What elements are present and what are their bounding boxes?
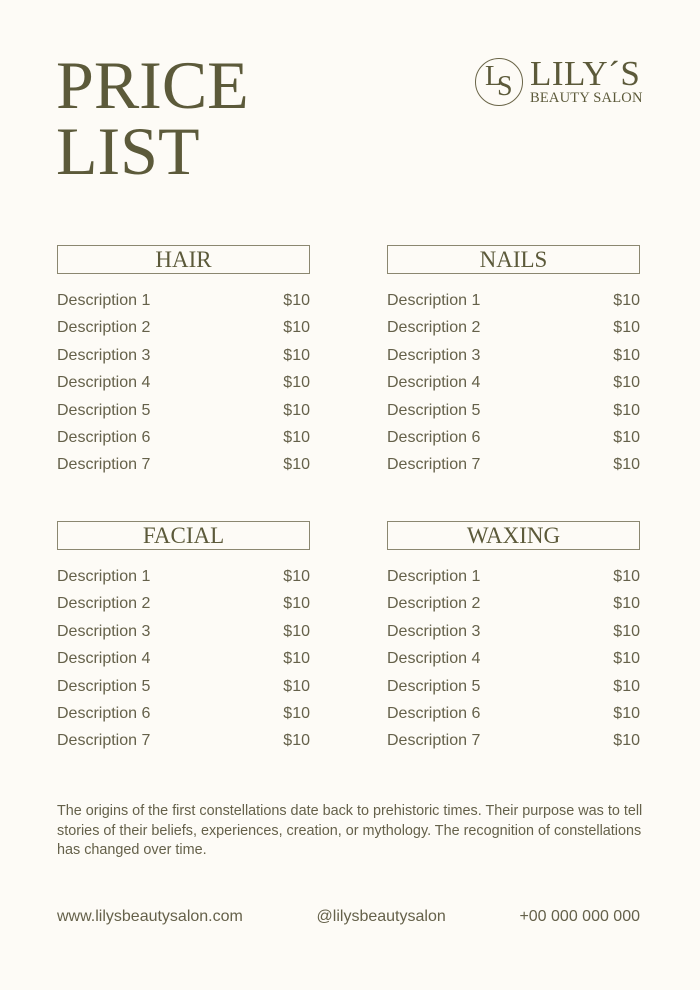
item-price: $10 <box>283 401 310 419</box>
price-row <box>387 369 640 396</box>
phone-number[interactable]: +00 000 000 000 <box>519 908 640 925</box>
price-row <box>57 645 310 672</box>
item-price: $10 <box>283 568 310 585</box>
item-price: $10 <box>613 677 640 695</box>
salon-subtitle: BEAUTY SALON <box>530 90 643 106</box>
logo-text <box>530 54 643 106</box>
title-line-2: LIST <box>56 113 200 189</box>
monogram-icon <box>475 58 523 106</box>
item-label: Description 4 <box>387 650 481 668</box>
price-row <box>57 424 310 451</box>
price-row <box>57 618 310 645</box>
item-price: $10 <box>283 456 310 474</box>
item-label: Description 1 <box>57 292 151 309</box>
item-price: $10 <box>613 319 640 337</box>
item-price: $10 <box>613 732 640 750</box>
item-price: $10 <box>613 374 640 392</box>
about-paragraph: The origins of the first constellations date back to prehistoric times. Their purpose was to tell stories of their beliefs, experiences, creation, or mythology. The recognition of constellations has changed over time. <box>57 803 643 858</box>
item-price: $10 <box>283 595 310 613</box>
item-price: $10 <box>283 374 310 392</box>
item-label: Description 6 <box>387 705 481 723</box>
price-list <box>57 563 310 755</box>
item-price: $10 <box>613 705 640 723</box>
item-price: $10 <box>283 677 310 695</box>
price-row <box>387 563 640 590</box>
price-row <box>387 645 640 672</box>
section-header: NAILS <box>387 245 640 274</box>
price-row <box>387 727 640 754</box>
monogram-letter-l: L <box>485 61 503 92</box>
item-label: Description 5 <box>387 401 481 419</box>
item-price: $10 <box>283 705 310 723</box>
item-label: Description 3 <box>387 346 481 364</box>
salon-logo <box>475 54 643 106</box>
price-row <box>387 342 640 369</box>
price-row <box>57 397 310 424</box>
item-label: Description 6 <box>57 429 151 447</box>
item-price: $10 <box>613 401 640 419</box>
item-label: Description 5 <box>57 401 151 419</box>
price-row <box>57 563 310 590</box>
price-row <box>57 727 310 754</box>
price-row <box>57 673 310 700</box>
price-row <box>57 342 310 369</box>
item-label: Description 1 <box>387 568 481 585</box>
price-row <box>57 451 310 478</box>
item-label: Description 2 <box>57 319 151 337</box>
item-label: Description 7 <box>387 732 481 750</box>
price-list <box>387 563 640 755</box>
section-hair <box>57 245 310 479</box>
item-price: $10 <box>283 622 310 640</box>
price-row <box>57 287 310 314</box>
section-header: FACIAL <box>57 521 310 550</box>
price-row <box>387 424 640 451</box>
item-label: Description 3 <box>387 622 481 640</box>
price-row <box>387 314 640 341</box>
monogram-letter-s: S <box>497 71 513 102</box>
price-row <box>57 700 310 727</box>
price-row <box>387 590 640 617</box>
title-line-1: PRICE <box>56 47 249 123</box>
section-header: HAIR <box>57 245 310 274</box>
item-price: $10 <box>613 346 640 364</box>
price-row <box>387 700 640 727</box>
item-price: $10 <box>613 429 640 447</box>
item-price: $10 <box>613 622 640 640</box>
section-nails <box>387 245 640 479</box>
website-link[interactable]: www.lilysbeautysalon.com <box>57 908 243 925</box>
section-waxing <box>387 521 640 755</box>
price-list <box>57 287 310 479</box>
item-price: $10 <box>283 429 310 447</box>
price-row <box>387 673 640 700</box>
item-label: Description 2 <box>57 595 151 613</box>
item-label: Description 6 <box>57 705 151 723</box>
item-price: $10 <box>613 292 640 309</box>
item-label: Description 2 <box>387 319 481 337</box>
price-row <box>57 590 310 617</box>
item-label: Description 1 <box>57 568 151 585</box>
item-label: Description 7 <box>57 456 151 474</box>
price-row <box>57 369 310 396</box>
item-label: Description 3 <box>57 346 151 364</box>
item-label: Description 1 <box>387 292 481 309</box>
social-handle[interactable]: @lilysbeautysalon <box>316 908 446 925</box>
contact-footer <box>57 906 640 928</box>
price-row <box>387 397 640 424</box>
item-label: Description 6 <box>387 429 481 447</box>
section-header: WAXING <box>387 521 640 550</box>
item-label: Description 7 <box>57 732 151 750</box>
item-price: $10 <box>283 650 310 668</box>
item-price: $10 <box>613 650 640 668</box>
salon-name: LILY´S <box>530 54 641 93</box>
item-label: Description 2 <box>387 595 481 613</box>
price-list <box>387 287 640 479</box>
price-row <box>387 618 640 645</box>
item-price: $10 <box>613 456 640 474</box>
item-price: $10 <box>613 568 640 585</box>
item-label: Description 3 <box>57 622 151 640</box>
item-label: Description 4 <box>57 374 151 392</box>
item-label: Description 7 <box>387 456 481 474</box>
price-row <box>387 451 640 478</box>
page-title <box>56 47 249 189</box>
section-facial <box>57 521 310 755</box>
item-label: Description 4 <box>387 374 481 392</box>
price-row <box>57 314 310 341</box>
item-label: Description 4 <box>57 650 151 668</box>
item-price: $10 <box>283 732 310 750</box>
item-price: $10 <box>283 319 310 337</box>
item-label: Description 5 <box>387 677 481 695</box>
item-price: $10 <box>283 292 310 309</box>
price-row <box>387 287 640 314</box>
item-label: Description 5 <box>57 677 151 695</box>
item-price: $10 <box>613 595 640 613</box>
item-price: $10 <box>283 346 310 364</box>
